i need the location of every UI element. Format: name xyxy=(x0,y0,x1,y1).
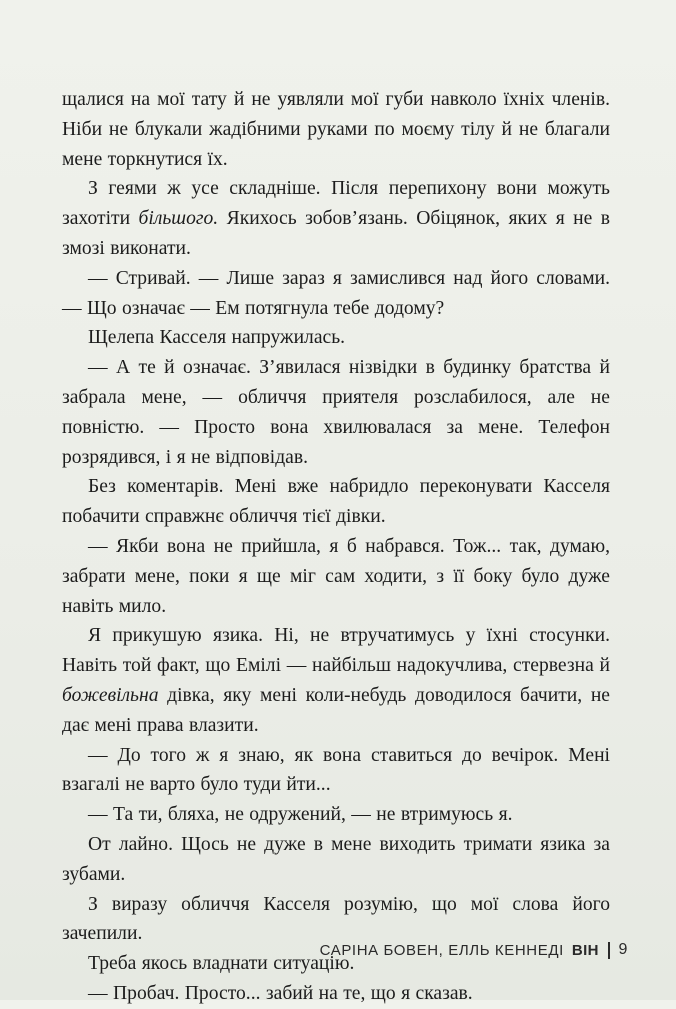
paragraph-2-italic: більшого. xyxy=(138,208,219,230)
paragraph-9: — До того ж я знаю, як вона ставиться до вечірок. Мені взагалі не варто було туди йти... xyxy=(62,744,610,796)
paragraph-5: — А те й означає. З’явилася нізвідки в будинку братства й забрала мене, — обличчя приятеля розслабилося, але не повністю. — Просто вона хвилювалася за мене. Телефон розрядився, і я не відповідав. xyxy=(62,357,610,468)
paragraph-3: — Стривай. — Лише зараз я замислився над його словами. — Що означає — Ем потягнула тебе додому? xyxy=(62,267,610,319)
paragraph-7: — Якби вона не прийшла, я б набрався. Тож... так, думаю, забрати мене, поки я ще міг сам ходити, з її боку було дуже навіть мило. xyxy=(62,535,610,617)
paragraph-8-part-2: дівка, яку мені коли-небудь доводилося бачити, не дає мені права влазити. xyxy=(62,684,610,736)
footer-book-title: ВІН xyxy=(571,941,599,959)
page-body-text xyxy=(62,85,610,1009)
paragraph-14: — Пробач. Просто... забий на те, що я сказав. xyxy=(88,982,473,1004)
footer-divider xyxy=(608,942,610,959)
footer-page-number: 9 xyxy=(618,941,628,958)
paragraph-1: щалися на мої тату й не уявляли мої губи навколо їхніх членів. Ніби не блукали жадібними руками по моєму тілу й не благали мене торкнутися їх. xyxy=(62,89,610,170)
paragraph-12: З виразу обличчя Касселя розумію, що мої слова його зачепили. xyxy=(62,893,610,945)
paragraph-2 xyxy=(62,174,610,263)
paragraph-4: Щелепа Касселя напружилась. xyxy=(88,327,346,349)
paragraph-8-part-1: Я прикушую язика. Ні, не втручатимусь у їхні стосунки. Навіть той факт, що Емілі — найбільш надокучлива, стервезна й xyxy=(62,625,610,677)
paragraph-13: Треба якось владнати ситуацію. xyxy=(88,953,355,975)
paragraph-2-part-1: З геями ж усе складніше. Після перепихону вони можуть захотіти xyxy=(62,178,610,230)
footer-authors: САРІНА БОВЕН, ЕЛЛЬ КЕННЕДІ xyxy=(319,941,564,959)
paragraph-10: — Та ти, бляха, не одружений, — не втримуюсь я. xyxy=(88,804,513,826)
paragraph-8 xyxy=(62,621,610,740)
page-footer xyxy=(320,941,628,959)
paragraph-8-italic: божевільна xyxy=(62,684,159,706)
paragraph-11: От лайно. Щось не дуже в мене виходить тримати язика за зубами. xyxy=(62,833,610,885)
paragraph-6: Без коментарів. Мені вже набридло переконувати Касселя побачити справжнє обличчя тієї дівки. xyxy=(62,476,610,528)
paragraph-2-part-2: Якихось зобов’язань. Обіцянок, яких я не в змозі виконати. xyxy=(62,208,610,259)
